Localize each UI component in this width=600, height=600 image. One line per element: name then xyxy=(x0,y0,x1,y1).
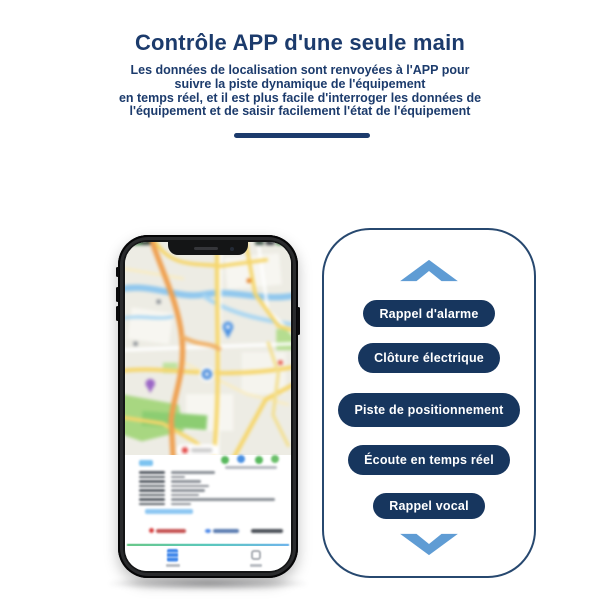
speaker-slit xyxy=(194,247,218,250)
blurred-label-line xyxy=(139,480,165,483)
green-dot-icon xyxy=(271,455,279,463)
page-title: Contrôle APP d'une seule main xyxy=(134,30,466,55)
blurred-value-line xyxy=(171,494,199,497)
blurred-label-line xyxy=(139,503,165,506)
subtitle-line-3: en temps réel, et il est plus facile d'interroger les données de xyxy=(118,90,482,105)
features-panel xyxy=(322,228,536,578)
feature-button-voice-reminder[interactable]: Rappel vocal xyxy=(373,493,485,519)
blurred-value-line xyxy=(171,485,209,488)
feature-button-realtime-listen[interactable]: Écoute en temps réel xyxy=(348,445,510,475)
blurred-value-line xyxy=(171,476,185,479)
phone-shadow xyxy=(110,577,306,590)
blue-tag xyxy=(139,460,153,466)
red-action-label xyxy=(156,529,186,533)
green-marker-icon xyxy=(221,456,229,464)
blurred-label-line xyxy=(139,489,165,492)
blurred-value-line xyxy=(171,489,205,492)
green-leaf-icon xyxy=(255,456,263,464)
phone-mockup xyxy=(118,235,298,578)
blurred-label-line xyxy=(139,485,165,488)
feature-button-alarm-reminder[interactable]: Rappel d'alarme xyxy=(363,300,494,327)
phone-screen xyxy=(125,242,291,571)
power-button xyxy=(297,307,300,335)
blurred-label-line xyxy=(139,471,165,474)
chevron-down-icon xyxy=(398,532,460,557)
map-view xyxy=(125,242,291,457)
blurred-value-line xyxy=(171,480,201,483)
front-camera xyxy=(230,247,234,251)
tab-label-left xyxy=(166,564,180,567)
blurred-value-line xyxy=(171,471,215,474)
blue-link-bar xyxy=(145,509,193,514)
subtitle-line-4: l'équipement et de saisir facilement l'état de l'équipement xyxy=(129,104,471,119)
phone-notch xyxy=(168,242,248,255)
tab-bar xyxy=(125,546,291,571)
feature-button-electric-fence[interactable]: Clôture électrique xyxy=(358,343,500,373)
page-subtitle xyxy=(0,64,600,119)
chevron-up-icon xyxy=(398,258,460,283)
device-info-panel xyxy=(125,455,291,544)
blue-marker-icon xyxy=(237,455,245,463)
blurred-label-line xyxy=(139,476,165,479)
tab-label-right xyxy=(250,564,262,567)
blue-list-icon[interactable] xyxy=(167,549,178,562)
map-graphic xyxy=(125,242,291,457)
feature-button-positioning-track[interactable]: Piste de positionnement xyxy=(338,393,519,427)
blue-action-icon xyxy=(205,529,211,533)
blurred-long-value-line xyxy=(171,498,275,501)
subtitle-line-1: Les données de localisation sont renvoyées à l'APP pour xyxy=(130,63,470,77)
title-divider xyxy=(234,133,370,138)
blurred-value-line xyxy=(171,503,191,506)
blurred-caption xyxy=(225,466,277,469)
blue-action-label xyxy=(213,529,239,533)
dark-action-label xyxy=(251,529,283,533)
red-action-icon xyxy=(149,528,154,533)
volume-up-button xyxy=(116,287,119,302)
blurred-label-line xyxy=(139,498,165,501)
mute-switch xyxy=(116,267,119,277)
blurred-label-line xyxy=(139,494,165,497)
gray-settings-icon[interactable] xyxy=(251,550,261,560)
subtitle-line-2: suivre la piste dynamique de l'équipement xyxy=(174,76,426,91)
volume-down-button xyxy=(116,306,119,321)
